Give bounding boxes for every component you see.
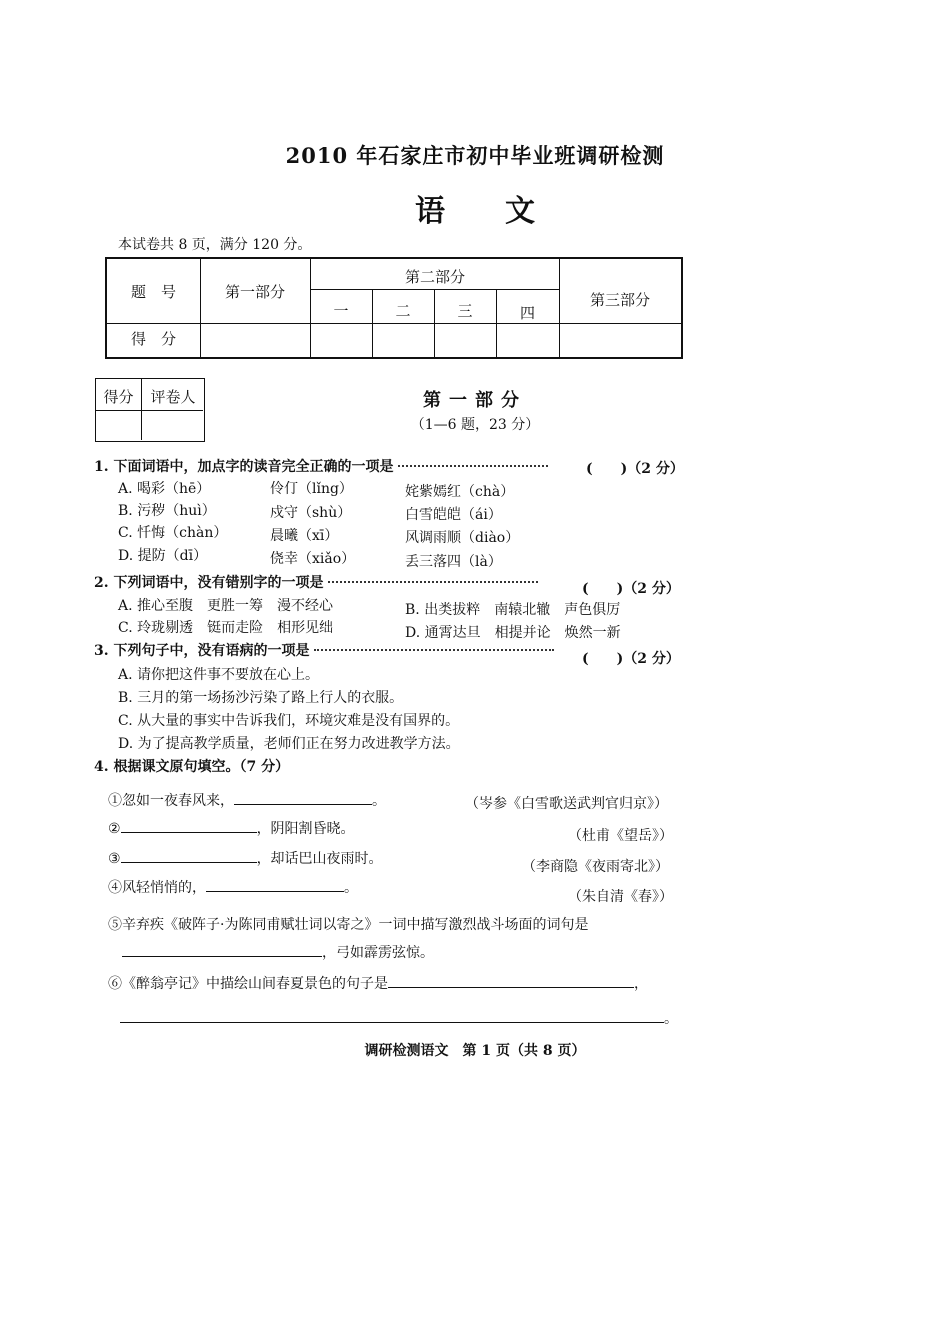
q2-option-a: A. 推心至腹 更胜一筹 漫不经心 [118,598,334,614]
q1-option-c-3: 风调雨顺（diào） [405,530,520,546]
leader-dots [314,649,554,651]
sub-col-4: 四 [519,304,535,322]
exam-note: 本试卷共 8 页，满分 120 分。 [118,237,312,253]
q4-line-5: ⑤辛弃疾《破阵子·为陈同甫赋壮词以寄之》一词中描写激烈战斗场面的词句是 [108,917,589,933]
leader-dots [328,581,538,583]
answer-blank[interactable] [122,944,322,957]
q1-option-b-1: B. 污秽（huì） [118,503,216,519]
subject-title: 语文 [415,194,595,229]
q4-line-6b: 。 [120,1008,678,1028]
q1-option-a-2: 伶仃（lǐng） [270,481,353,497]
leader-dots [398,465,548,467]
q3-option-a: A. 请你把这件事不要放在心上。 [118,667,320,683]
q2-stem: 2. 下列词语中，没有错别字的一项是 [94,572,542,592]
q1-option-d-2: 侥幸（xiǎo） [270,551,356,567]
section-subtitle: （1—6 题，23 分） [410,417,540,433]
answer-blank[interactable] [121,820,257,833]
q4-source-2: （杜甫《望岳》） [568,828,673,844]
q2-option-c: C. 玲珑剔透 铤而走险 相形见绌 [118,620,334,636]
answer-blank[interactable] [234,792,372,805]
q1-option-a-3: 姹紫嫣红（chà） [405,484,515,500]
col-part-three: 第三部分 [589,291,650,309]
q1-answer-paren[interactable]: ( )（2 分） [586,461,684,477]
answer-blank[interactable] [120,1010,664,1023]
q4-line-4: ④风轻悄悄的， 。 [108,880,358,896]
q4-line-5b: ，弓如霹雳弦惊。 [122,942,434,962]
q2-option-b: B. 出类拔粹 南辕北辙 声色俱厉 [405,602,621,618]
q1-stem: 1. 下面词语中，加点字的读音完全正确的一项是 [94,456,552,476]
q1-option-a-1: A. 喝彩（hē） [118,481,211,497]
q3-stem: 3. 下列句子中，没有语病的一项是 [94,640,558,660]
exam-title: 2010 年石家庄市初中毕业班调研检测 [285,143,665,168]
col-part-two: 第二部分 [404,268,465,286]
q4-line-6: ⑥《醉翁亭记》中描绘山间春夏景色的句子是 ， [108,976,648,992]
q3-option-c: C. 从大量的事实中告诉我们，环境灾难是没有国界的。 [118,713,460,729]
answer-blank[interactable] [206,879,344,892]
q2-option-d: D. 通霄达旦 相提并论 焕然一新 [405,625,621,641]
answer-blank[interactable] [388,975,634,988]
row-label-number: 题 号 [130,283,176,301]
sub-col-2: 二 [395,302,411,320]
sub-col-3: 三 [457,302,473,320]
q1-option-b-2: 戍守（shù） [270,505,352,521]
sub-col-1: 一 [333,302,349,320]
answer-blank[interactable] [121,850,257,863]
grader-score-label: 得分 [103,388,134,406]
q4-line-1: ①忽如一夜春风来， 。 [108,793,386,809]
q1-option-d-3: 丢三落四（là） [405,554,502,570]
page-footer: 调研检测语文 第 1 页（共 8 页） [364,1043,586,1059]
score-table [105,257,683,359]
q2-answer-paren[interactable]: ( )（2 分） [582,581,680,597]
q4-source-4: （朱自清《春》） [568,889,673,905]
q1-option-c-2: 晨曦（xī） [270,528,339,544]
q1-option-b-3: 白雪皑皑（ái） [405,507,502,523]
q4-line-2: ② ，阴阳割昏晓。 [108,821,355,837]
q4-stem: 4. 根据课文原句填空。（7 分） [94,759,290,775]
q4-source-3: （李商隐《夜雨寄北》） [522,859,669,875]
q3-option-b: B. 三月的第一场扬沙污染了路上行人的衣服。 [118,690,404,706]
grader-name-label: 评卷人 [150,388,196,406]
section-title: 第一部分 [423,390,527,411]
q1-option-d-1: D. 提防（dī） [118,548,208,564]
col-part-one: 第一部分 [224,283,285,301]
q3-answer-paren[interactable]: ( )（2 分） [582,651,680,667]
q1-option-c-1: C. 忏悔（chàn） [118,525,228,541]
q4-line-3: ③ ，却话巴山夜雨时。 [108,851,383,867]
q4-source-1: （岑参《白雪歌送武判官归京》） [465,796,668,812]
row-label-score: 得 分 [130,330,176,348]
q3-option-d: D. 为了提高教学质量，老师们正在努力改进教学方法。 [118,736,460,752]
